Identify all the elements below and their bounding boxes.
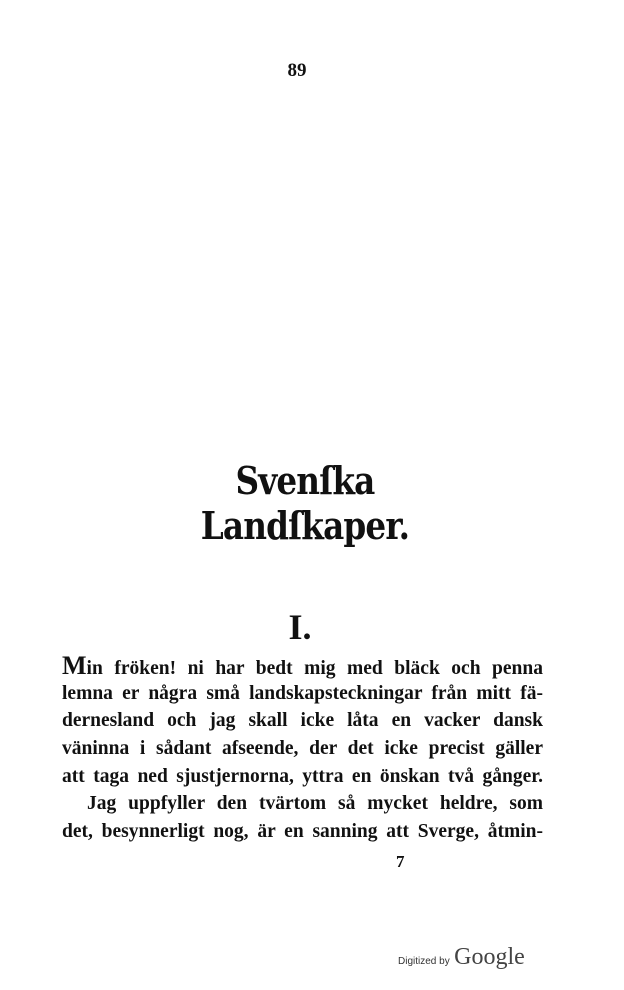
chapter-heading-title: Svenſka Landſkaper.	[200, 458, 410, 548]
page-number: 89	[287, 60, 307, 81]
text-line	[62, 652, 543, 680]
text-line: det, besynnerligt nog, är en sanning att Sverge, åtmin-	[62, 821, 543, 843]
text-line-content: in fröken! ni har bedt mig med bläck och penna	[86, 658, 543, 679]
text-line: Jag uppfyller den tvärtom så mycket heldre, som	[87, 793, 543, 815]
signature-mark: 7	[396, 852, 405, 871]
text-line: väninna i sådant afseende, der det icke precist gäller	[62, 738, 543, 760]
chapter-number: I.	[288, 607, 312, 647]
drop-cap: M	[62, 651, 87, 680]
google-logo: Google	[454, 944, 525, 970]
text-line: att taga ned sjustjernorna, yttra en önskan två gånger.	[62, 765, 543, 787]
text-line: dernesland och jag skall icke låta en vacker dansk	[62, 710, 543, 732]
watermark-prefix: Digitized by	[398, 956, 450, 967]
digitized-watermark	[398, 944, 525, 971]
text-line: lemna er några små landskapsteckningar från mitt fä-	[62, 682, 543, 704]
body-text	[62, 652, 543, 846]
